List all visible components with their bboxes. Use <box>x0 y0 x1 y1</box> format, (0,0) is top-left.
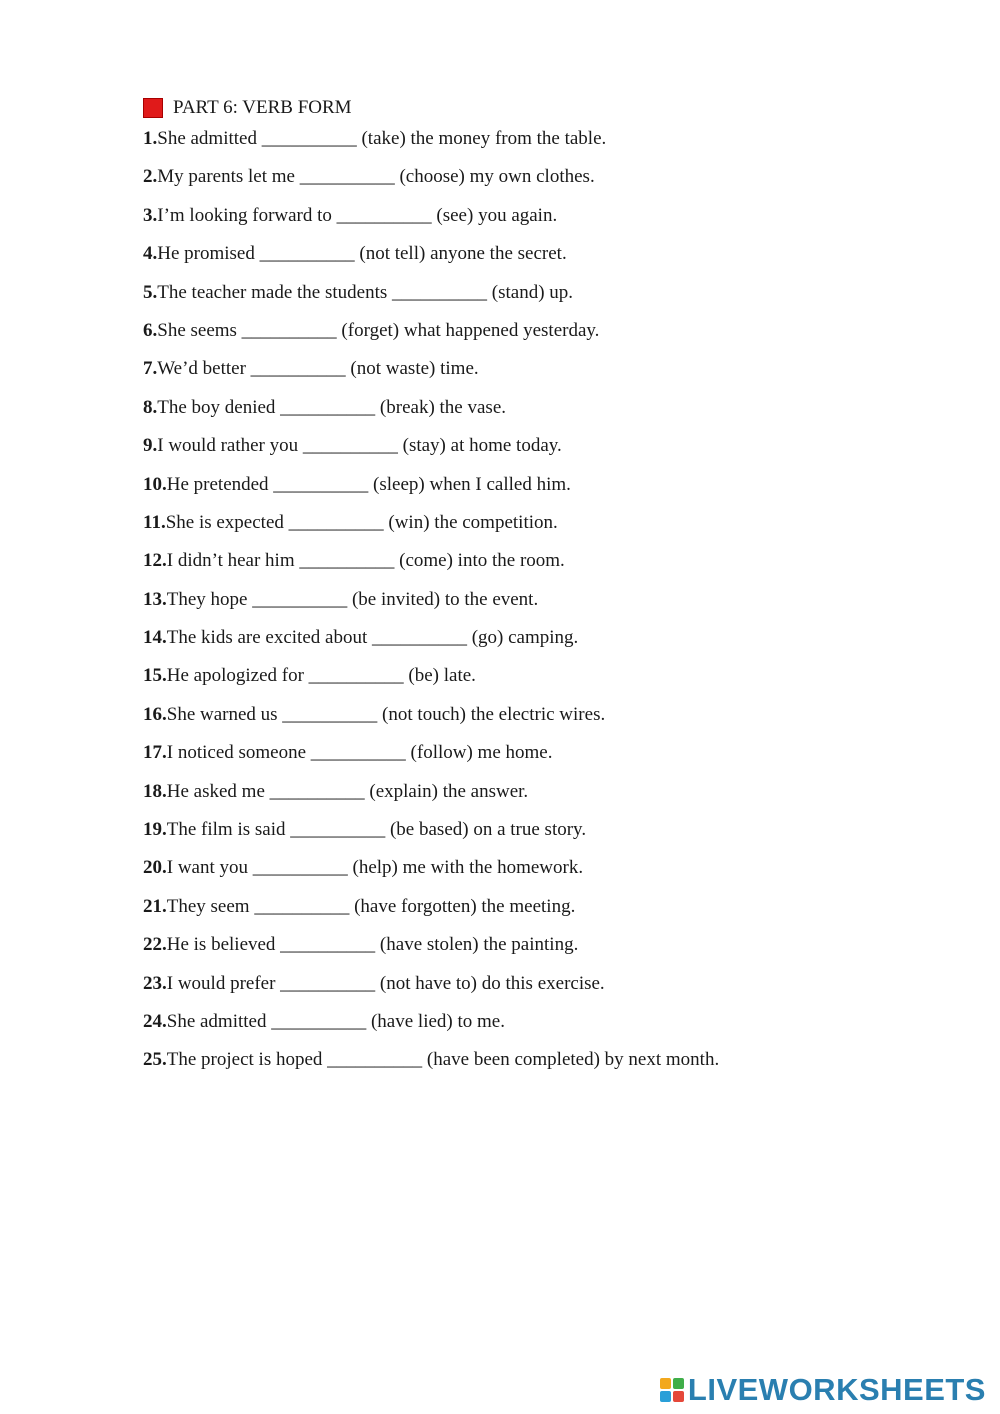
question-item <box>143 623 963 661</box>
question-item <box>143 393 963 431</box>
question-item <box>143 777 963 815</box>
question-text: He is believed __________ (have stolen) the painting. <box>166 934 579 956</box>
question-text: She warned us __________ (not touch) the electric wires. <box>166 703 606 725</box>
question-text: I would prefer __________ (not have to) do this exercise. <box>166 972 605 994</box>
question-text: The film is said __________ (be based) on a true story. <box>166 819 587 841</box>
question-number: 23. <box>143 972 167 994</box>
question-text: The project is hoped __________ (have been completed) by next month. <box>166 1049 720 1071</box>
logo-tile-icon <box>673 1378 684 1389</box>
question-text: I would rather you __________ (stay) at home today. <box>157 435 562 457</box>
question-text: He promised __________ (not tell) anyone the secret. <box>157 243 567 265</box>
question-item <box>143 316 963 354</box>
question-text: She seems __________ (forget) what happened yesterday. <box>157 319 600 341</box>
worksheet <box>143 96 963 1084</box>
question-text: He apologized for __________ (be) late. <box>166 665 476 687</box>
question-item <box>143 738 963 776</box>
question-text: I didn’t hear him __________ (come) into the room. <box>166 550 565 572</box>
question-text: My parents let me __________ (choose) my own clothes. <box>157 166 595 188</box>
part-title: PART 6: VERB FORM <box>173 97 352 118</box>
question-number: 6. <box>143 319 158 341</box>
question-number: 17. <box>143 742 167 764</box>
question-item <box>143 969 963 1007</box>
brand-name: LIVEWORKSHEETS <box>687 1372 986 1407</box>
question-text: I noticed someone __________ (follow) me home. <box>166 742 553 764</box>
question-number: 19. <box>143 819 167 841</box>
question-item <box>143 1045 963 1083</box>
question-number: 3. <box>143 204 158 226</box>
question-item <box>143 661 963 699</box>
question-text: The teacher made the students __________ (stand) up. <box>157 281 574 303</box>
question-number: 8. <box>143 396 158 418</box>
question-item <box>143 1007 963 1045</box>
question-number: 22. <box>143 934 167 956</box>
part-header <box>143 96 963 120</box>
question-item <box>143 892 963 930</box>
question-number: 15. <box>143 665 167 687</box>
question-item <box>143 124 963 162</box>
question-number: 5. <box>143 281 158 303</box>
question-item <box>143 201 963 239</box>
question-number: 11. <box>143 511 166 533</box>
question-number: 7. <box>143 358 158 380</box>
question-text: I’m looking forward to __________ (see) you again. <box>157 204 558 226</box>
question-number: 13. <box>143 588 167 610</box>
question-number: 18. <box>143 780 167 802</box>
question-number: 12. <box>143 550 167 572</box>
question-number: 21. <box>143 895 167 917</box>
question-item <box>143 278 963 316</box>
liveworksheets-logo <box>660 1373 986 1407</box>
question-number: 10. <box>143 473 167 495</box>
logo-tile-icon <box>660 1391 671 1402</box>
question-text: I want you __________ (help) me with the homework. <box>166 857 584 879</box>
liveworksheets-logo-icon <box>660 1378 684 1402</box>
question-text: They seem __________ (have forgotten) the meeting. <box>166 895 576 917</box>
question-item <box>143 239 963 277</box>
question-text: They hope __________ (be invited) to the event. <box>166 588 539 610</box>
question-item <box>143 546 963 584</box>
logo-tile-icon <box>660 1378 671 1389</box>
question-number: 20. <box>143 857 167 879</box>
question-item <box>143 508 963 546</box>
question-item <box>143 815 963 853</box>
question-item <box>143 930 963 968</box>
question-item <box>143 585 963 623</box>
question-number: 24. <box>143 1010 167 1032</box>
question-number: 16. <box>143 703 167 725</box>
question-text: The boy denied __________ (break) the vase. <box>157 396 507 418</box>
question-number: 14. <box>143 627 167 649</box>
question-text: We’d better __________ (not waste) time. <box>157 358 479 380</box>
question-item <box>143 354 963 392</box>
question-text: She admitted __________ (take) the money from the table. <box>157 128 607 149</box>
question-text: She admitted __________ (have lied) to me. <box>166 1010 505 1032</box>
logo-tile-icon <box>673 1391 684 1402</box>
red-square-icon <box>143 98 163 118</box>
question-item <box>143 162 963 200</box>
question-number: 9. <box>143 435 158 457</box>
question-item <box>143 700 963 738</box>
question-text: The kids are excited about __________ (go) camping. <box>166 627 579 649</box>
question-item <box>143 470 963 508</box>
question-number: 1. <box>143 128 158 149</box>
question-text: She is expected __________ (win) the competition. <box>165 511 558 533</box>
question-number: 2. <box>143 166 158 188</box>
question-text: He pretended __________ (sleep) when I called him. <box>166 473 571 495</box>
question-text: He asked me __________ (explain) the answer. <box>166 780 529 802</box>
question-item <box>143 853 963 891</box>
question-number: 4. <box>143 243 158 265</box>
question-item <box>143 431 963 469</box>
question-number: 25. <box>143 1049 167 1071</box>
question-list <box>143 124 963 1084</box>
